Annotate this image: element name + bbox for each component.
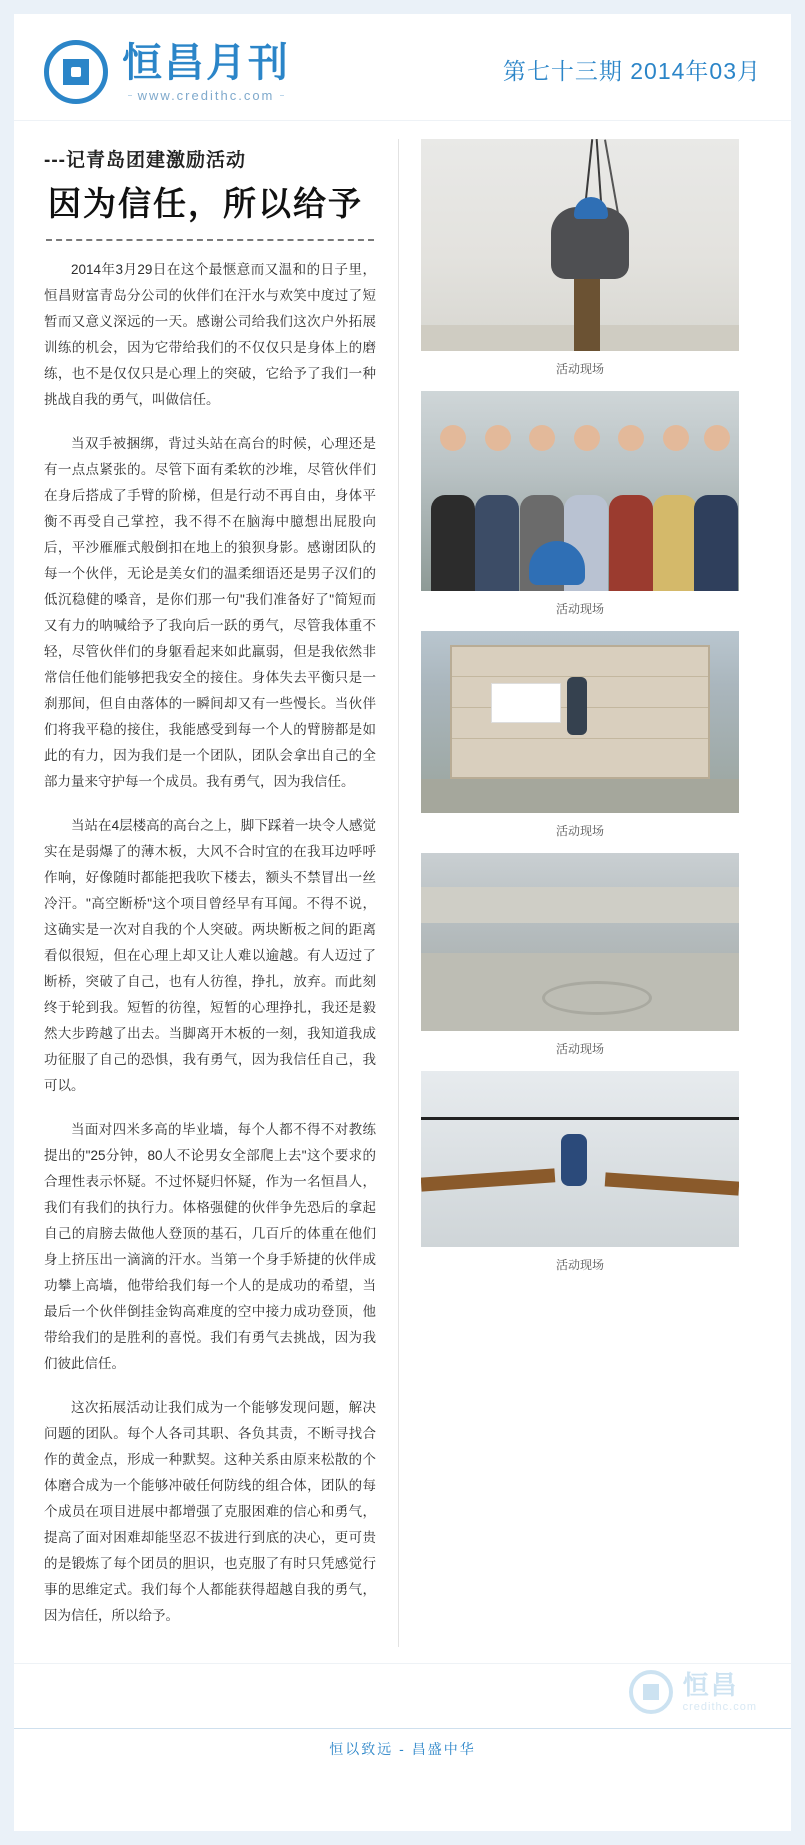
photo-block	[421, 391, 739, 617]
footer	[14, 1663, 791, 1771]
newsletter-sheet	[14, 14, 791, 1831]
masthead	[14, 14, 791, 121]
photo-caption: 活动现场	[555, 362, 604, 376]
photo-pole-climb	[421, 139, 739, 351]
article-subtitle: ---记青岛团建激励活动	[44, 150, 246, 171]
photo-block	[421, 1071, 739, 1273]
brand-website	[122, 88, 290, 103]
photo-caption: 活动现场	[555, 602, 604, 616]
hengchang-logo-icon	[44, 40, 108, 104]
photo-block	[421, 139, 739, 377]
watermark	[629, 1670, 757, 1714]
photo-group-portrait	[421, 853, 739, 1031]
issue-label: 第七十三期 2014年03月	[502, 57, 761, 84]
article-paragraph: 当双手被捆绑，背过头站在高台的时候，心理还是有一点点紧张的。尽管下面有柔软的沙堆，尽管伙伴们在身后搭成了手臂的阶梯，但是行动不再自由，身体平衡不再受自己掌控，我不得不在脑海中臆想出屁股向后，平沙雁雁式般倒扣在地上的狼狈身影。感谢团队的每一个伙伴，无论是美女们的温柔细语还是男子汉们的低沉稳健的嗓音，是你们那一句"我们准备好了"简短而又有力的呐喊给予了我向后一跃的勇气，尽管我体重不轻，尽管伙伴们的身躯看起来如此羸弱，但是我依然非常信任他们能够把我安全的接住。身体失去平衡只是一刹那间，但自由落体的一瞬间却又有一些慢长。当伙伴们将我平稳的接住，我能感受到每一个人的臂膀都是如此的有力，因为我们是一个团队，团队会拿出自己的全部力量来守护每一个成员。我有勇气，因为我信任。	[44, 436, 376, 789]
photo-graduation-wall	[421, 631, 739, 813]
publication-title: 恒昌月刊	[122, 40, 290, 85]
photo-caption: 活动现场	[555, 1042, 604, 1056]
footer-slogan: 恒以致远 - 昌盛中华	[14, 1728, 791, 1771]
photo-team-circle	[421, 391, 739, 591]
watermark-url: credithc.com	[682, 1700, 757, 1713]
article-paragraph: 当面对四米多高的毕业墙，每个人都不得不对教练提出的"25分钟，80人不论男女全部爬上去"这个要求的合理性表示怀疑。不过怀疑归怀疑，作为一名恒昌人，我们有我们的执行力。体格强健的伙伴争先恐后的拿起自己的肩膀去做他人登顶的基石，几百斤的体重在他们身上挤压出一滴滴的汗水。当第一个身手矫捷的伙伴成功攀上高墙，他带给我们每一个人的是成功的希望，当最后一个伙伴倒挂金钩高难度的空中接力成功登顶，他带给我们的是胜利的喜悦。我们有勇气去挑战，因为我们彼此信任。	[44, 1122, 376, 1371]
photo-caption: 活动现场	[555, 1258, 604, 1272]
photo-caption: 活动现场	[555, 824, 604, 838]
article-column	[44, 139, 399, 1647]
photo-block	[421, 853, 739, 1057]
content-area	[14, 121, 791, 1657]
watermark-title: 恒昌	[682, 1669, 739, 1700]
article-paragraph: 当站在4层楼高的高台之上，脚下踩着一块令人感觉实在是弱爆了的薄木板，大风不合时宜的在我耳边呼呼作响，好像随时都能把我吹下楼去，额头不禁冒出一丝冷汗。"高空断桥"这个项目曾经早有耳闻。不得不说，这确实是一次对自我的个人突破。两块断板之间的距离看似很短，但在心理上却又让人难以逾越。有人迈过了断桥，突破了自己，也有人彷徨，挣扎，放弃。而此刻终于轮到我。短暂的彷徨，短暂的心理挣扎，我还是毅然大步跨越了出去。当脚离开木板的一刻，我知道我成功征服了自己的恐惧，我有勇气，因为我信任自己，我可以。	[44, 818, 376, 1093]
photo-block	[421, 631, 739, 839]
brand-website-text: www.credithc.com	[137, 87, 275, 103]
photo-high-bridge	[421, 1071, 739, 1247]
article-title: 因为信任，所以给予	[48, 185, 363, 222]
article-paragraph: 这次拓展活动让我们成为一个能够发现问题，解决问题的团队。每个人各司其职、各负其责，不断寻找合作的黄金点，形成一种默契。这种关系由原来松散的个体磨合成为一个能够冲破任何防线的组合体，团队的每个成员在项目进展中都增强了克服困难的信心和勇气，提高了面对困难却能坚忍不拔进行到底的决心，更可贵的是锻炼了每个团员的胆识，也克服了有时只凭感觉行事的思维定式。我们每个人都能获得超越自我的勇气，因为信任，所以给予。	[44, 1400, 376, 1623]
brand-logo	[44, 40, 290, 104]
watermark-logo-icon	[629, 1670, 673, 1714]
photo-column	[399, 139, 739, 1647]
title-divider	[46, 239, 374, 241]
article-paragraph: 2014年3月29日在这个最惬意而又温和的日子里，恒昌财富青岛分公司的伙伴们在汗水与欢笑中度过了短暂而又意义深远的一天。感谢公司给我们这次户外拓展训练的机会，因为它带给我们的不仅仅只是身体上的磨练，也不是仅仅只是心理上的突破，它给予了我们一种挑战自我的勇气，叫做信任。	[44, 262, 376, 407]
brand-text	[122, 42, 290, 103]
